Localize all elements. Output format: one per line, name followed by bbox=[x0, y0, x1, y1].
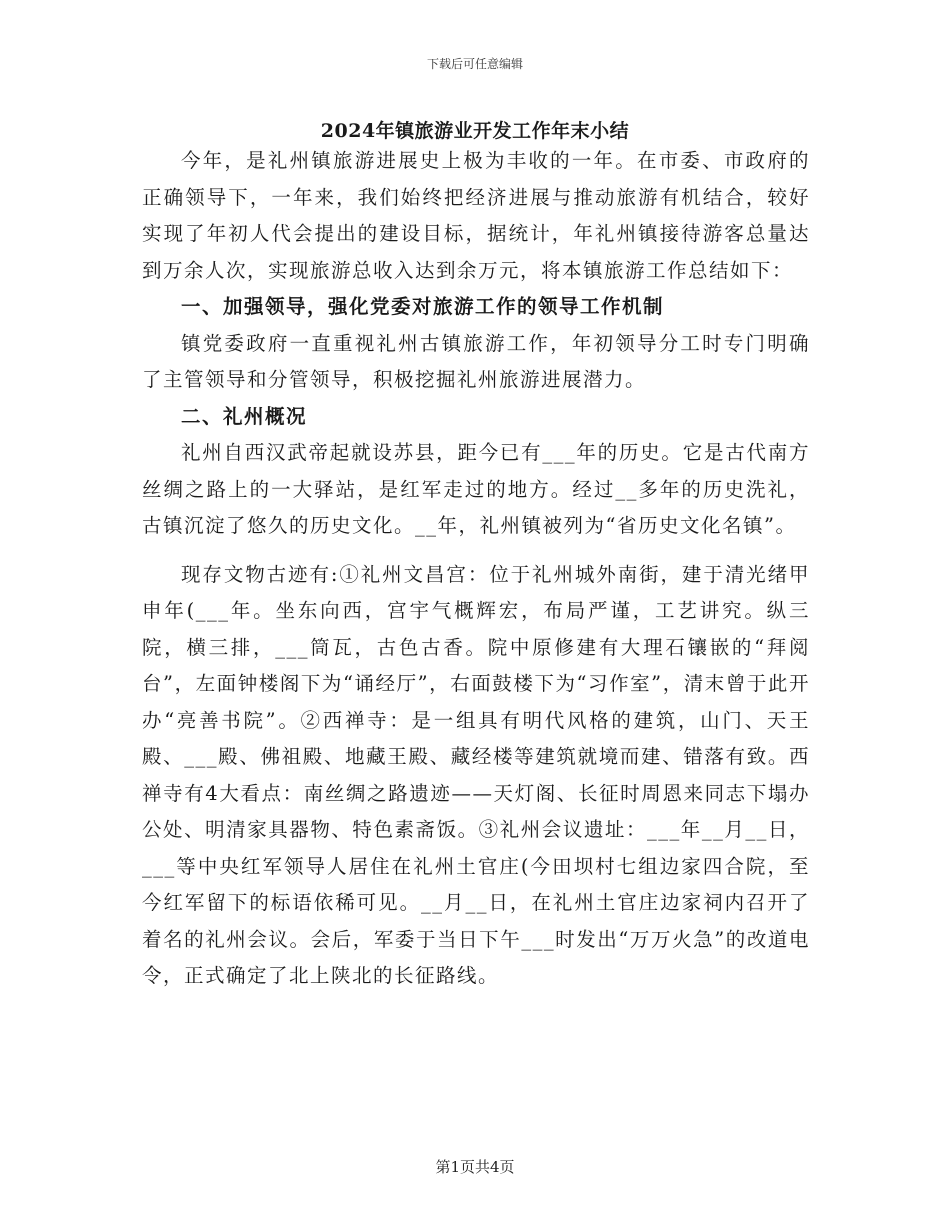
document-title: 2024年镇旅游业开发工作年末小结 bbox=[320, 120, 630, 142]
document-body bbox=[142, 143, 810, 995]
page-number-footer: 第1页共4页 bbox=[435, 1158, 515, 1176]
section-2-paragraph-2: 现存文物古迹有:①礼州文昌宫：位于礼州城外南街，建于清光绪甲申年(___年。坐东向西，宫宇气概辉宏，布局严谨，工艺讲究。纵三院，横三排，___筒瓦，古色古香。院中原修建有大理石镶嵌的“拜阅台”，左面钟楼阁下为“诵经厅”，右面鼓楼下为“习作室”，清末曾于此开办“亮善书院”。②西禅寺：是一组具有明代风格的建筑，山门、天王殿、___殿、佛祖殿、地藏王殿、藏经楼等建筑就境而建、错落有致。西禅寺有4大看点：南丝绸之路遗迹——天灯阁、长征时周恩来同志下塌办公处、明清家具器物、特色素斋饭。③礼州会议遗址：___年__月__日，___等中央红军领导人居住在礼州土官庄(今田坝村七组边家四合院，至今红军留下的标语依稀可见。__月__日，在礼州土官庄边家祠内召开了着名的礼州会议。会后，军委于当日下午___时发出“万万火急”的改道电令，正式确定了北上陕北的长征路线。 bbox=[142, 562, 810, 987]
section-1-heading: 一、加强领导，强化党委对旅游工作的领导工作机制 bbox=[181, 295, 665, 318]
header-note: 下载后可任意编辑 bbox=[426, 57, 523, 71]
section-1-paragraph: 镇党委政府一直重视礼州古镇旅游工作，年初领导分工时专门明确了主管领导和分管领导，积极挖掘礼州旅游进展潜力。 bbox=[142, 331, 810, 391]
section-2-heading: 二、礼州概况 bbox=[181, 404, 308, 428]
intro-paragraph: 今年，是礼州镇旅游进展史上极为丰收的一年。在市委、市政府的正确领导下，一年来，我们始终把经济进展与推动旅游有机结合，较好实现了年初人代会提出的建设目标，据统计，年礼州镇接待游客总量达到万余人次，实现旅游总收入达到余万元，将本镇旅游工作总结如下： bbox=[142, 149, 810, 282]
section-2-paragraph-1: 礼州自西汉武帝起就设苏县，距今已有___年的历史。它是古代南方丝绸之路上的一大驿站，是红军走过的地方。经过__多年的历史洗礼，古镇沉淀了悠久的历史文化。__年，礼州镇被列为“省历史文化名镇”。 bbox=[142, 441, 810, 537]
